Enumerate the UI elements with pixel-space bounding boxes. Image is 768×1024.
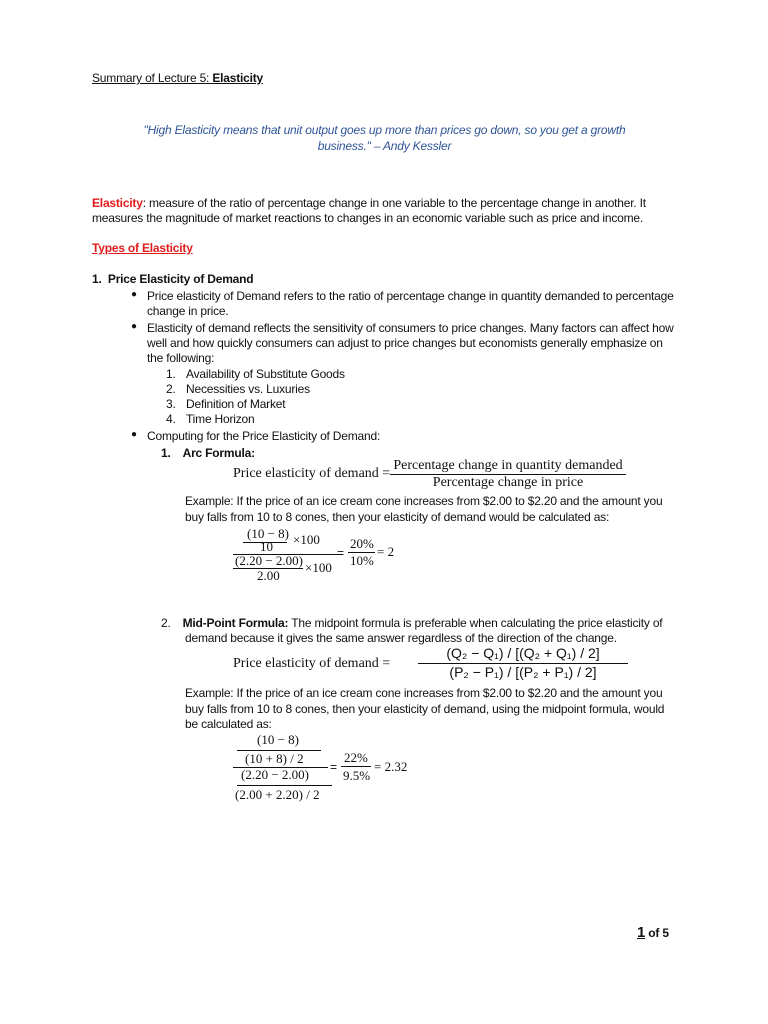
fraction-denominator: (P₂ − P₁) / [(P₂ + P₁) / 2] bbox=[418, 663, 628, 680]
page-number bbox=[637, 925, 669, 941]
example-1 bbox=[185, 494, 685, 525]
bullet-icon: ● bbox=[131, 289, 138, 300]
midpoint-text: The midpoint formula is preferable when calculating the price elasticity of bbox=[288, 616, 663, 630]
bullet-line: Elasticity of demand reflects the sensitivity of consumers to price changes. Many factors can affect how bbox=[147, 321, 674, 335]
subsection-number: 1. bbox=[161, 446, 171, 460]
example-line: Example: If the price of an ice cream cone increases from $2.00 to $2.20 and the amount you bbox=[185, 494, 663, 508]
list-number: 1. bbox=[166, 367, 176, 381]
list-label: Time Horizon bbox=[186, 412, 255, 426]
bullet-icon: ● bbox=[131, 321, 138, 332]
list-label: Definition of Market bbox=[186, 397, 286, 411]
bullet-line: well and how quickly consumers can adjust to price changes but economists generally emphasize on bbox=[147, 336, 663, 350]
calc-top-numerator: (10 − 8) bbox=[247, 526, 289, 541]
calc-top-denominator: (10 + 8) / 2 bbox=[245, 751, 304, 766]
midpoint-formula-fraction bbox=[418, 645, 628, 680]
section-title: Price Elasticity of Demand bbox=[107, 272, 254, 286]
page-current: 1 bbox=[637, 924, 646, 941]
fraction-bar bbox=[341, 766, 371, 767]
bullet-line: the following: bbox=[147, 351, 215, 365]
fraction-numerator: (Q₂ − Q₁) / [(Q₂ + Q₁) / 2] bbox=[446, 645, 600, 661]
equals-sign: = bbox=[337, 546, 344, 560]
definition-term: Elasticity bbox=[92, 196, 143, 210]
example-line: buy falls from 10 to 8 cones, then your elasticity of demand, using the midpoint formula, would bbox=[185, 702, 665, 716]
arc-formula-lhs: Price elasticity of demand = bbox=[233, 466, 391, 481]
list-label: Necessities vs. Luxuries bbox=[186, 382, 310, 396]
midpoint-text: demand because it gives the same answer regardless of the direction of the change. bbox=[185, 631, 617, 645]
title-topic: Elasticity bbox=[212, 71, 264, 85]
calc-times: ×100 bbox=[293, 532, 320, 547]
pct-numerator: 20% bbox=[350, 536, 374, 551]
definition-text: : measure of the ratio of percentage change in one variable to the percentage change in another. It bbox=[142, 196, 646, 210]
pct-denominator: 9.5% bbox=[343, 768, 371, 783]
calc-times: ×100 bbox=[305, 560, 332, 575]
quote bbox=[92, 123, 677, 154]
midpoint-section bbox=[161, 616, 691, 646]
arc-formula-fraction bbox=[390, 458, 626, 490]
calc-bottom-denominator: 2.00 bbox=[257, 568, 280, 583]
list-item bbox=[166, 367, 345, 382]
pct-numerator: 22% bbox=[344, 750, 368, 765]
arc-heading bbox=[161, 446, 255, 461]
list-number: 4. bbox=[166, 412, 176, 426]
equals-sign: = bbox=[330, 760, 337, 774]
example-line: be calculated as: bbox=[185, 717, 272, 731]
arc-calculation bbox=[233, 527, 418, 587]
midpoint-calculation bbox=[233, 731, 433, 803]
calc-bottom-numerator: (2.20 − 2.00) bbox=[241, 767, 309, 782]
bullet-line: Price elasticity of Demand refers to the ratio of percentage change in quantity demanded to percentage bbox=[147, 289, 674, 303]
calc-bottom-denominator: (2.00 + 2.20) / 2 bbox=[235, 787, 320, 802]
example-2 bbox=[185, 686, 685, 732]
calc-result: = 2.32 bbox=[374, 759, 408, 774]
list-number: 2. bbox=[166, 382, 176, 396]
section-number: 1. bbox=[92, 272, 102, 286]
subsection-number: 2. bbox=[161, 616, 171, 630]
subsection-title: Mid-Point Formula: bbox=[182, 616, 289, 630]
page-total: of 5 bbox=[645, 926, 669, 940]
subsection-title: Arc Formula: bbox=[182, 446, 255, 460]
document-title bbox=[92, 71, 263, 86]
definition bbox=[92, 196, 682, 226]
fraction-numerator: Percentage change in quantity demanded bbox=[393, 458, 623, 473]
title-prefix: Summary of Lecture 5: bbox=[92, 71, 213, 85]
section-1-heading bbox=[92, 272, 253, 287]
calc-top-numerator: (10 − 8) bbox=[257, 732, 299, 747]
list-item bbox=[166, 382, 345, 397]
list-item bbox=[166, 412, 345, 427]
example-line: Example: If the price of an ice cream cone increases from $2.00 to $2.20 and the amount you bbox=[185, 686, 663, 700]
calc-result: = 2 bbox=[377, 544, 395, 559]
section-heading: Types of Elasticity bbox=[92, 241, 193, 255]
midpoint-formula-lhs: Price elasticity of demand = bbox=[233, 656, 391, 671]
fraction-denominator: Percentage change in price bbox=[390, 474, 626, 490]
list-label: Availability of Substitute Goods bbox=[186, 367, 345, 381]
quote-attribution: business." – Andy Kessler bbox=[317, 139, 452, 153]
list-number: 3. bbox=[166, 397, 176, 411]
list-item bbox=[166, 397, 345, 412]
quote-line: "High Elasticity means that unit output goes up more than prices go down, so you get a growth bbox=[143, 123, 626, 137]
bullet-icon: ● bbox=[131, 429, 138, 440]
example-line: buy falls from 10 to 8 cones, then your elasticity of demand would be calculated as: bbox=[185, 510, 610, 524]
definition-text: measures the magnitude of market reactions to changes in an economic variable such as price and income. bbox=[92, 211, 644, 225]
factor-list bbox=[166, 367, 345, 427]
pct-denominator: 10% bbox=[350, 553, 374, 568]
calc-bottom-numerator: (2.20 − 2.00) bbox=[235, 553, 303, 568]
bullet-text bbox=[147, 321, 687, 366]
calc-top-denominator: 10 bbox=[260, 539, 273, 554]
fraction-bar bbox=[237, 785, 332, 786]
bullet-line: change in price. bbox=[147, 304, 229, 318]
bullet-text: Computing for the Price Elasticity of Demand: bbox=[147, 429, 381, 443]
bullet-text bbox=[147, 289, 687, 319]
